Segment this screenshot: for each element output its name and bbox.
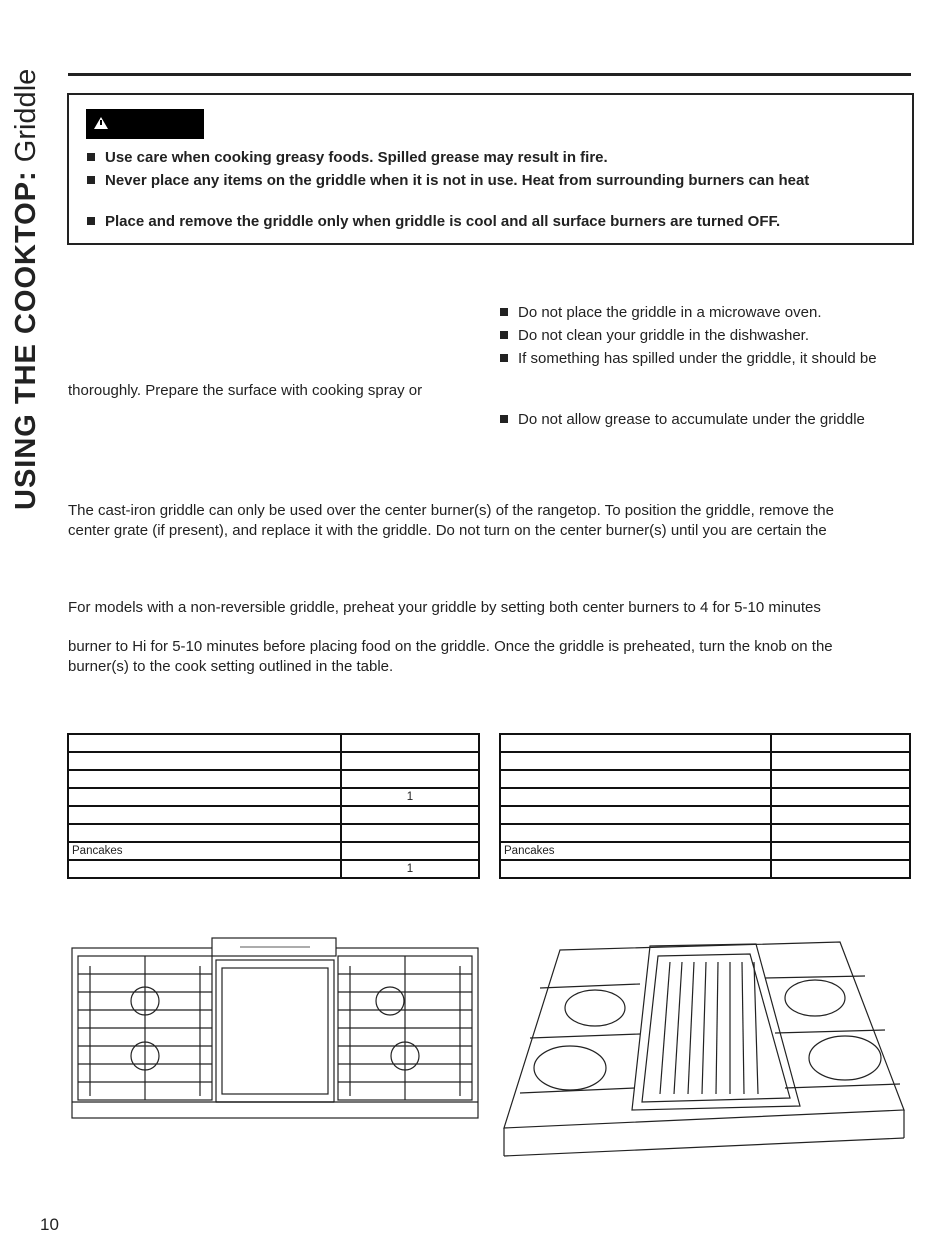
bullet-icon [87,153,95,161]
rangetop-perspective-illustration [500,938,905,1160]
side-title-light: Griddle [10,68,42,171]
warning-line: Use care when cooking greasy foods. Spilled grease may result in fire. [87,149,608,166]
table-row [68,752,479,770]
bullet-item: Do not clean your griddle in the dishwasher. [500,327,809,344]
cooking-table-left [67,733,480,879]
table-row [68,806,479,824]
warning-badge [86,109,204,139]
table-row: Pancakes [68,842,479,860]
bullet-icon [500,354,508,362]
table-row [500,860,910,878]
table-row: Pancakes [500,842,910,860]
body-text: center grate (if present), and replace it with the griddle. Do not turn on the center burner(s) until you are certain the [68,522,827,539]
table-row [500,824,910,842]
bullet-icon [87,176,95,184]
cooking-table-right [499,733,911,879]
bullet-icon [500,331,508,339]
table-row: 1 [68,860,479,878]
bullet-item: If something has spilled under the griddle, it should be [500,350,877,367]
table-row [68,824,479,842]
table-row [68,770,479,788]
side-title-bold: USING THE COOKTOP: [10,170,42,510]
table-row [500,788,910,806]
table-row: 1 [68,788,479,806]
rangetop-top-view-illustration [70,936,482,1126]
body-text: The cast-iron griddle can only be used over the center burner(s) of the rangetop. To position the griddle, remove the [68,502,834,519]
bullet-icon [500,415,508,423]
header-rule [68,73,911,76]
bullet-item: Do not place the griddle in a microwave oven. [500,304,822,321]
body-text: burner to Hi for 5-10 minutes before placing food on the griddle. Once the griddle is preheated, turn the knob on the [68,638,833,655]
table-row [500,770,910,788]
table-row [68,734,479,752]
bullet-icon [500,308,508,316]
page-number: 10 [40,1215,59,1234]
body-text: For models with a non-reversible griddle, preheat your griddle by setting both center burners to 4 for 5-10 minutes [68,599,821,616]
table-row [500,752,910,770]
table-row [500,806,910,824]
table-row [500,734,910,752]
body-text: burner(s) to the cook setting outlined in the table. [68,658,394,675]
warning-line: Never place any items on the griddle when it is not in use. Heat from surrounding burners can heat [87,172,809,189]
warning-box [67,93,914,245]
bullet-icon [87,217,95,225]
warning-line: Place and remove the griddle only when griddle is cool and all surface burners are turned OFF. [87,213,780,230]
page-side-title [6,30,46,510]
body-text: thoroughly. Prepare the surface with cooking spray or [68,382,423,399]
bullet-item: Do not allow grease to accumulate under the griddle [500,411,865,428]
